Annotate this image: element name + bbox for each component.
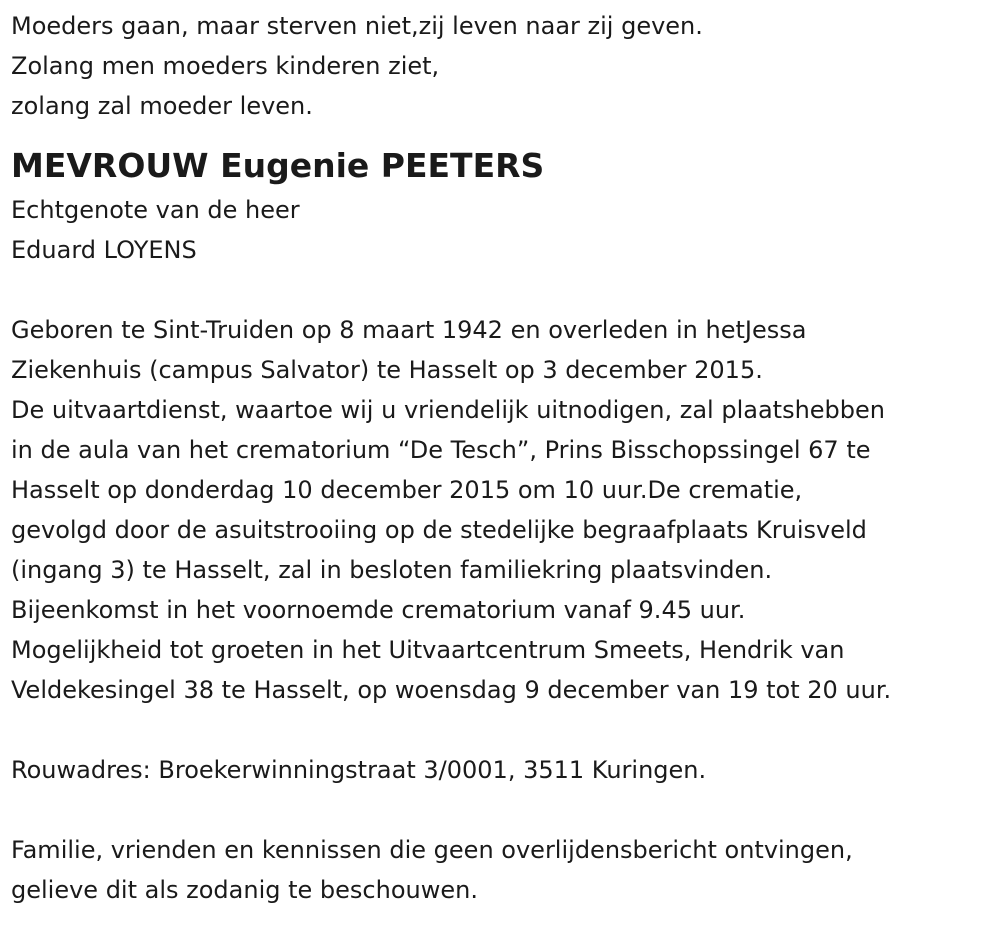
details-line: Ziekenhuis (campus Salvator) te Hasselt op 3 december 2015.: [11, 356, 763, 384]
details-line: Hasselt op donderdag 10 december 2015 om 10 uur.De crematie,: [11, 476, 803, 504]
funeral-details: [11, 310, 990, 710]
details-line: gevolgd door de asuitstrooiing op de stedelijke begraafplaats Kruisveld: [11, 516, 867, 544]
details-line: Geboren te Sint-Truiden op 8 maart 1942 en overleden in hetJessa: [11, 316, 807, 344]
mourning-address: Rouwadres: Broekerwinningstraat 3/0001, 3511 Kuringen.: [11, 756, 707, 784]
poem-line: Moeders gaan, maar sterven niet,zij leven naar zij geven.: [11, 12, 703, 40]
poem-line: zolang zal moeder leven.: [11, 92, 313, 120]
spacer: [11, 710, 990, 750]
deceased-name: MEVROUW Eugenie PEETERS: [11, 146, 545, 185]
details-line: in de aula van het crematorium “De Tesch”, Prins Bisschopssingel 67 te: [11, 436, 871, 464]
details-line: De uitvaartdienst, waartoe wij u vriendelijk uitnodigen, zal plaatshebben: [11, 396, 885, 424]
closing-line: Familie, vrienden en kennissen die geen overlijdensbericht ontvingen,: [11, 836, 853, 864]
details-line: Bijeenkomst in het voornoemde crematorium vanaf 9.45 uur.: [11, 596, 746, 624]
spouse-line: Echtgenote van de heer: [11, 196, 300, 224]
spacer: [11, 790, 990, 830]
poem-line: Zolang men moeders kinderen ziet,: [11, 52, 440, 80]
spacer: [11, 270, 990, 310]
memorial-poem: [11, 6, 990, 126]
closing-note: [11, 830, 990, 910]
details-line: Veldekesingel 38 te Hasselt, op woensdag 9 december van 19 tot 20 uur.: [11, 676, 892, 704]
closing-line: gelieve dit als zodanig te beschouwen.: [11, 876, 478, 904]
spouse-line: Eduard LOYENS: [11, 236, 197, 264]
spouse-info: [11, 190, 990, 270]
details-line: (ingang 3) te Hasselt, zal in besloten familiekring plaatsvinden.: [11, 556, 773, 584]
details-line: Mogelijkheid tot groeten in het Uitvaartcentrum Smeets, Hendrik van: [11, 636, 845, 664]
